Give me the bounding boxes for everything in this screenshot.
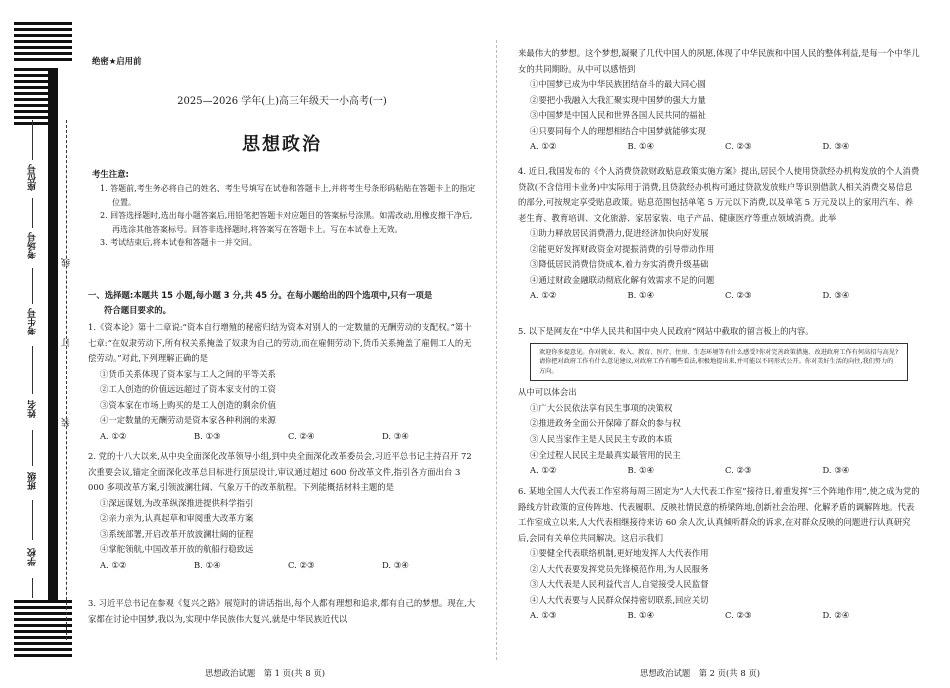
option: ③资本家在市场上购买的是工人创造的剩余价值 bbox=[100, 399, 276, 410]
exam-title: 2025—2026 学年(上)高三年级天一小高考(一) bbox=[177, 96, 387, 107]
question-5 bbox=[518, 324, 920, 479]
option: ③中国梦是中国人民和世界各国人民共同的福祉 bbox=[530, 110, 706, 121]
choice-b: B. ①④ bbox=[194, 559, 221, 570]
label-candidate-no: 考生号 bbox=[28, 308, 38, 335]
choice-b: B. ①④ bbox=[627, 465, 654, 476]
option: ②推进政务全面公开保障了群众的参与权 bbox=[530, 418, 681, 429]
answer-choices bbox=[518, 608, 920, 624]
question-stem: 3. 习近平总书记在参观《复兴之路》展览时的讲话指出,每个人都有理想和追求,都有自己的梦想。现在,大家都在讨论中国梦,我以为,实现中华民族伟大复兴,就是中华民族近代以 bbox=[88, 598, 476, 624]
option: ④通过财政金融联动彻底化解有效需求不足的问题 bbox=[530, 274, 715, 285]
section-heading: 一、选择题:本题共 15 小题,每小题 3 分,共 45 分。在每小题给出的四个选项中,只有一项是 符合题目要求的。 bbox=[88, 290, 433, 316]
choice-c: C. ②③ bbox=[288, 559, 315, 570]
note-item: 1. 答题前,考生务必将自己的姓名、考生号填写在试卷和答题卡上,并将考生号条形码粘贴在答题卡上的指定位置。 bbox=[100, 184, 476, 207]
choice-a: A. ①② bbox=[100, 559, 127, 570]
option: ③人民当家作主是人民民主专政的本质 bbox=[530, 434, 673, 445]
option: ④全过程人民民主是最真实最管用的民主 bbox=[530, 449, 681, 460]
choice-d: D. ③④ bbox=[822, 290, 850, 301]
choice-c: C. ②③ bbox=[725, 141, 752, 152]
choice-d: D. ③④ bbox=[822, 141, 850, 152]
choice-b: B. ①④ bbox=[627, 610, 654, 621]
choice-c: C. ②④ bbox=[288, 430, 315, 441]
option: ②工人创造的价值远远超过了资本家支付的工资 bbox=[100, 384, 276, 395]
option: ④掌舵领航,中国改革开放的航船行稳致远 bbox=[100, 544, 254, 555]
answer-choices bbox=[88, 558, 476, 574]
choice-b: B. ①③ bbox=[194, 430, 221, 441]
question-4 bbox=[518, 164, 920, 304]
choice-a: A. ①② bbox=[530, 290, 557, 301]
option: ④人大代表要与人民群众保持密切联系,回应关切 bbox=[530, 594, 709, 605]
barcode-stripes-bottom bbox=[14, 600, 72, 660]
option: ③降低居民消费信贷成本,着力夯实消费升级基础 bbox=[530, 259, 709, 270]
choice-a: A. ①② bbox=[530, 141, 557, 152]
answer-choices bbox=[88, 429, 476, 445]
option: ①中国梦已成为中华民族团结奋斗的最大同心圆 bbox=[530, 79, 706, 90]
option: ②亲力亲为,认真起草和审阅重大改革方案 bbox=[100, 513, 254, 524]
question-stem: 4. 近日,我国发布的《个人消费贷款财政贴息政策实施方案》提出,居民个人使用贷款经办机构发放的个人消费贷款(不含信用卡业务)中实际用于消费,且贷款经办机构可通过贷款发放账户等识别借款人相关消费交易信息的部分,可按规定享受贴息政策。贴息范围包括单笔 5 万元以下消费,以及单笔 5 万元及以上的家用汽车、养老生育、教育培训、文化旅游、家居家装、电子产品、健康医疗等重点领域消费。此举 bbox=[518, 166, 920, 223]
choice-a: A. ①② bbox=[100, 430, 127, 441]
footer-page-2: 思想政治试题 第 2 页(共 8 页) bbox=[640, 668, 760, 678]
choice-d: D. ③④ bbox=[822, 465, 850, 476]
question-6 bbox=[518, 484, 920, 624]
question-3-cont bbox=[518, 46, 920, 155]
answer-choices bbox=[518, 288, 920, 304]
label-seat: 座位号 bbox=[28, 164, 38, 191]
choice-c: C. ②③ bbox=[725, 290, 752, 301]
question-1 bbox=[88, 320, 476, 444]
choice-d: D. ③④ bbox=[382, 430, 409, 441]
option: ②能更好发挥财政资金对提振消费的引导带动作用 bbox=[530, 243, 715, 254]
option: ③人大代表是人民利益代言人,自觉接受人民监督 bbox=[530, 579, 709, 590]
question-2 bbox=[88, 449, 476, 573]
mark-line: 线 bbox=[62, 258, 72, 267]
choice-d: D. ③④ bbox=[382, 559, 409, 570]
notes-title: 考生注意: bbox=[92, 169, 129, 179]
answer-choices bbox=[518, 139, 920, 155]
column-divider bbox=[496, 40, 497, 660]
option: ①广大公民依法享有民生事项的决策权 bbox=[530, 402, 673, 413]
choice-a: A. ①③ bbox=[530, 610, 557, 621]
option: ④只要同每个人的理想相结合中国梦就能够实现 bbox=[530, 125, 706, 136]
choice-a: A. ①② bbox=[530, 465, 557, 476]
choice-b: B. ①④ bbox=[627, 141, 654, 152]
answer-choices bbox=[518, 463, 920, 479]
binding-strip bbox=[0, 0, 80, 688]
confidential-label: 绝密★启用前 bbox=[92, 56, 142, 66]
subject-title: 思想政治 bbox=[242, 134, 322, 155]
label-room: 考场号 bbox=[28, 232, 38, 259]
notes-list bbox=[92, 182, 476, 250]
option: ②人大代表要发挥党员先锋模范作用,为人民服务 bbox=[530, 563, 709, 574]
label-class: 班级 bbox=[28, 472, 38, 490]
choice-d: D. ②④ bbox=[822, 610, 850, 621]
question-stem: 1.《资本论》第十二章说:“资本自行增殖的秘密归结为资本对别人的一定数量的无酬劳动的支配权。”第十七章:“在奴隶劳动下,所有权关系掩盖了奴隶为自己的劳动,而在雇佣劳动下,货币关系掩盖了雇佣工人的无偿劳动。”对此,下列理解正确的是 bbox=[88, 322, 472, 364]
question-lead: 从中可以体会出 bbox=[518, 387, 577, 398]
label-school: 学校 bbox=[28, 548, 38, 566]
option: ①助力释放居民消费潜力,促进经济加快向好发展 bbox=[530, 228, 709, 239]
option: ①货币关系体现了资本家与工人之间的平等关系 bbox=[100, 368, 276, 379]
barcode-stripes-mid bbox=[14, 68, 48, 128]
option: ①要健全代表联络机制,更好地发挥人大代表作用 bbox=[530, 548, 709, 559]
question-3 bbox=[88, 596, 476, 627]
option: ④一定数量的无酬劳动是资本家各种利润的来源 bbox=[100, 415, 276, 426]
message-board-box: 欢迎你多提意见。你对就业、收入、教育、医疗、住房、生态环境等有什么感受?你对完善政策措施、改进政府工作有何高招与高见?请你把对政府工作有什么意见建议,对政府工作有哪些看法,积极地提出来,并可能以不同形式公开。你对美好生活的向往,我们努力的方向。 bbox=[530, 343, 908, 382]
choice-b: B. ①④ bbox=[627, 290, 654, 301]
choice-c: C. ②③ bbox=[725, 465, 752, 476]
choice-c: C. ②③ bbox=[725, 610, 752, 621]
question-stem: 5. 以下是网友在“中华人民共和国中央人民政府”网站中截取的留言板上的内容。 bbox=[518, 326, 814, 336]
note-item: 2. 回答选择题时,选出每小题答案后,用铅笔把答题卡对应题目的答案标号涂黑。如需改动,用橡皮擦干净后,再选涂其他答案标号。回答非选择题时,将答案写在答题卡上。写在本试卷上无效。 bbox=[100, 211, 473, 234]
question-stem: 6. 某地全国人大代表工作室将每周三固定为“人大代表工作室”接待日,着重发挥“三个阵地作用”,使之成为党的路线方针政策的宣传阵地、代表履职、反映社情民意的桥梁阵地,创新社会治理、化解矛盾的调解阵地。代表工作室成立以来,人大代表相继接待来访 60 余人次,认真倾听群众的诉求,在对群众反映的问题进行认真研究后,会同有关单位共同解决。这启示我们 bbox=[518, 486, 920, 543]
mark-bind: 装 bbox=[62, 418, 72, 427]
note-item: 3. 考试结束后,将本试卷和答题卡一并交回。 bbox=[100, 238, 257, 248]
mark-staple: 订 bbox=[62, 338, 72, 347]
question-stem: 2. 党的十八大以来,从中央全面深化改革领导小组,到中央全面深化改革委员会,习近平总书记主持召开 72 次重要会议,锚定全面深化改革总目标进行顶层设计,审议通过超过 600 份改革文件,指引各方面出台 3 000 多项改革方案,引领波澜壮阔、气象万千的改革航程。下列能概括材料主题的是 bbox=[88, 451, 472, 493]
cut-line bbox=[66, 120, 67, 640]
label-name: 姓名 bbox=[28, 400, 38, 418]
binding-bar bbox=[48, 68, 58, 608]
option: ①深远谋划,为改革纵深推进提供科学指引 bbox=[100, 497, 254, 508]
option: ③系统部署,开启改革开放波澜壮阔的征程 bbox=[100, 528, 254, 539]
barcode-stripes-top bbox=[14, 22, 72, 64]
question-stem-cont: 来最伟大的梦想。这个梦想,凝聚了几代中国人的夙愿,体现了中华民族和中国人民的整体利益,是每一个中华儿女的共同期盼。从中可以感悟到 bbox=[518, 48, 920, 74]
option: ②要把小我融入大我汇聚实现中国梦的强大力量 bbox=[530, 94, 706, 105]
footer-page-1: 思想政治试题 第 1 页(共 8 页) bbox=[205, 668, 325, 678]
